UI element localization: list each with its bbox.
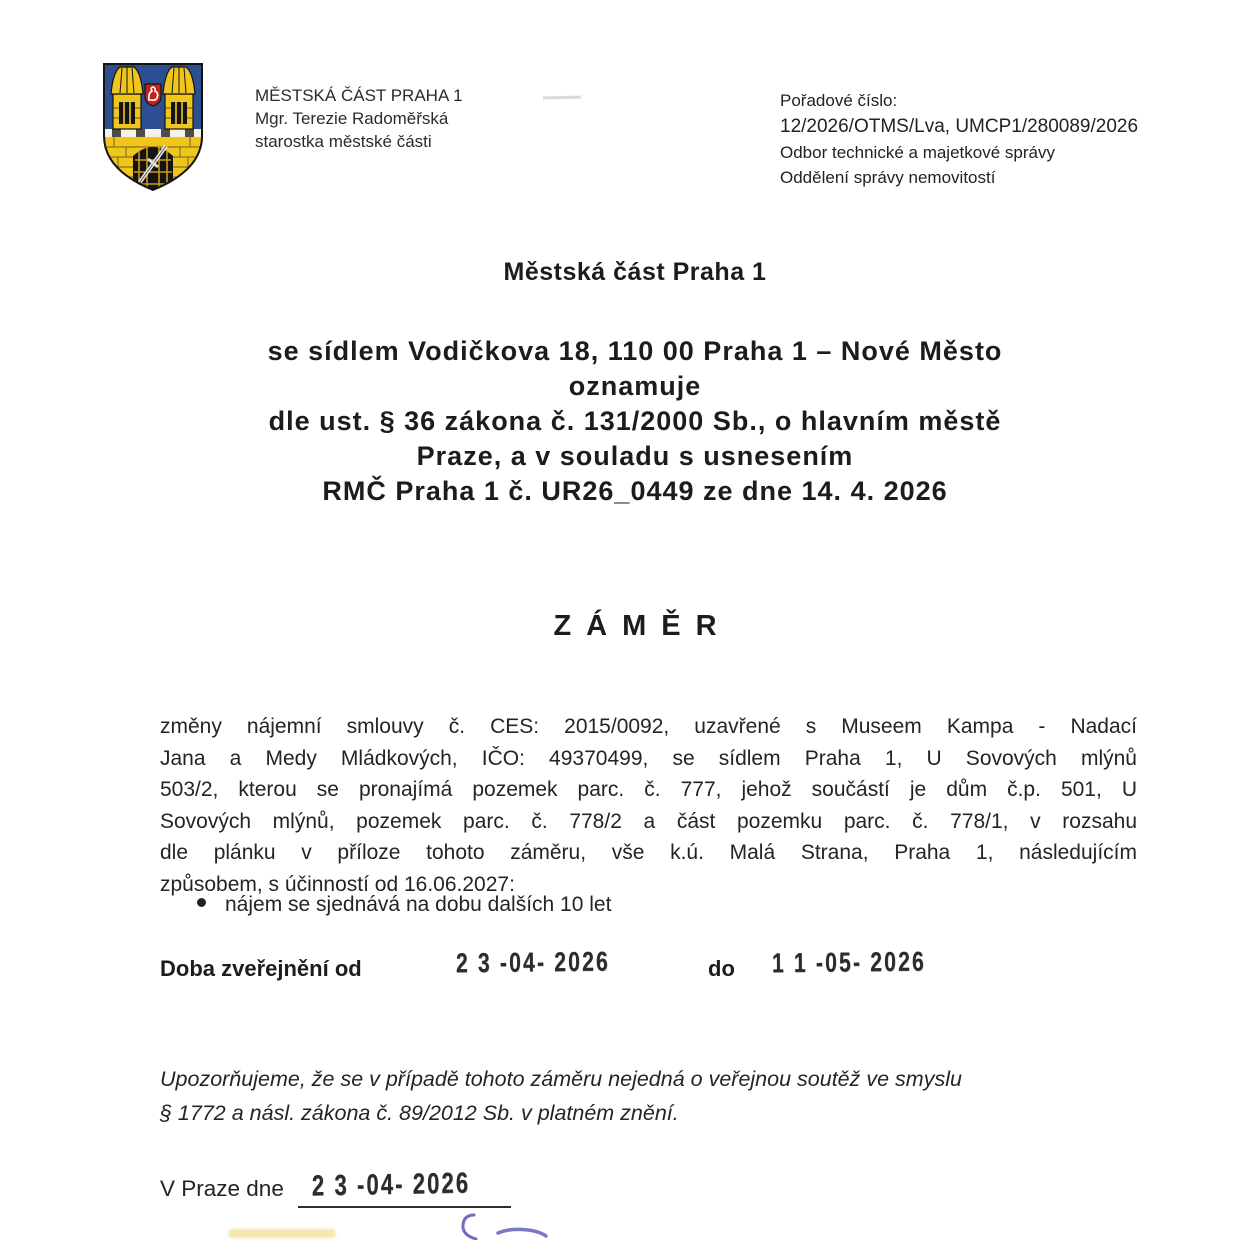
date-stamp-signoff: 2 3 -04- 2026 [311,1166,471,1202]
publication-from-label: Doba zveřejnění od [160,956,362,981]
body-paragraph [160,711,1137,900]
ref-number: 12/2026/OTMS/Lva, UMCP1/280089/2026 [780,116,1139,137]
signature-fragment [450,1205,580,1240]
signoff-place-label: V Praze dne [160,1176,284,1201]
stamp-fragment [228,1229,336,1238]
mayor-title: starostka městské části [255,132,432,151]
bullet-item [160,893,611,917]
title-address-line: se sídlem Vodičkova 18, 110 00 Praha 1 – Nové Město [267,336,1003,366]
bullet-icon [197,898,206,907]
ref-department: Odbor technické a majetkové správy [780,143,1055,162]
body-line: dle plánku v příloze tohoto záměru, vše k.ú. Malá Strana, Praha 1, následujícím [160,841,1137,864]
body-line: Jana a Medy Mládkových, IČO: 49370499, se sídlem Praha 1, U Sovových mlýnů [160,746,1137,770]
mayor-name: Mgr. Terezie Radoměřská [255,109,449,128]
zamer-heading: ZÁMĚR [553,610,732,642]
scan-artifact [543,96,581,100]
date-stamp-to: 1 1 -05- 2026 [771,946,927,979]
body-line: změny nájemní smlouvy č. CES: 2015/0092, uzavřené s Museem Kampa - Nadací [160,715,1137,738]
legal-notice-line: Upozorňujeme, že se v případě tohoto záměru nejedná o veřejnou soutěž ve smyslu [160,1067,962,1091]
date-stamp-from: 2 3 -04- 2026 [455,946,611,979]
signoff-date-line [298,1166,511,1208]
title-law-line2: Praze, a v souladu s usnesením [416,441,854,471]
title-law-line: dle ust. § 36 zákona č. 131/2000 Sb., o hlavním městě [268,406,1002,436]
body-line: 503/2, kterou se pronajímá pozemek parc. č. 777, jehož součástí je dům č.p. 501, U [160,778,1137,801]
title-block [110,258,1160,509]
publication-to-label: do [708,956,735,981]
reference-block [780,88,1138,190]
signoff-row [160,1166,511,1208]
ref-unit: Oddělení správy nemovitostí [780,168,996,187]
org-name: MĚSTSKÁ ČÁST PRAHA 1 [255,86,463,105]
document-title: Městská část Praha 1 [503,258,767,286]
ref-label: Pořadové číslo: [780,91,898,110]
bullet-text: nájem se sjednává na dobu dalších 10 let [225,893,612,916]
title-resolution-line: RMČ Praha 1 č. UR26_0449 ze dne 14. 4. 2026 [322,476,948,506]
title-announce-line: oznamuje [568,371,702,401]
body-line: způsobem, s účinností od 16.06.2027: [160,872,515,896]
body-line: Sovových mlýnů, pozemek parc. č. 778/2 a část pozemku parc. č. 778/1, v rozsahu [160,809,1137,833]
letterhead-left [255,84,463,153]
legal-notice [160,1062,1155,1130]
prague-1-coat-of-arms-icon [100,60,206,194]
legal-notice-line: § 1772 a násl. zákona č. 89/2012 Sb. v platném znění. [160,1101,679,1125]
